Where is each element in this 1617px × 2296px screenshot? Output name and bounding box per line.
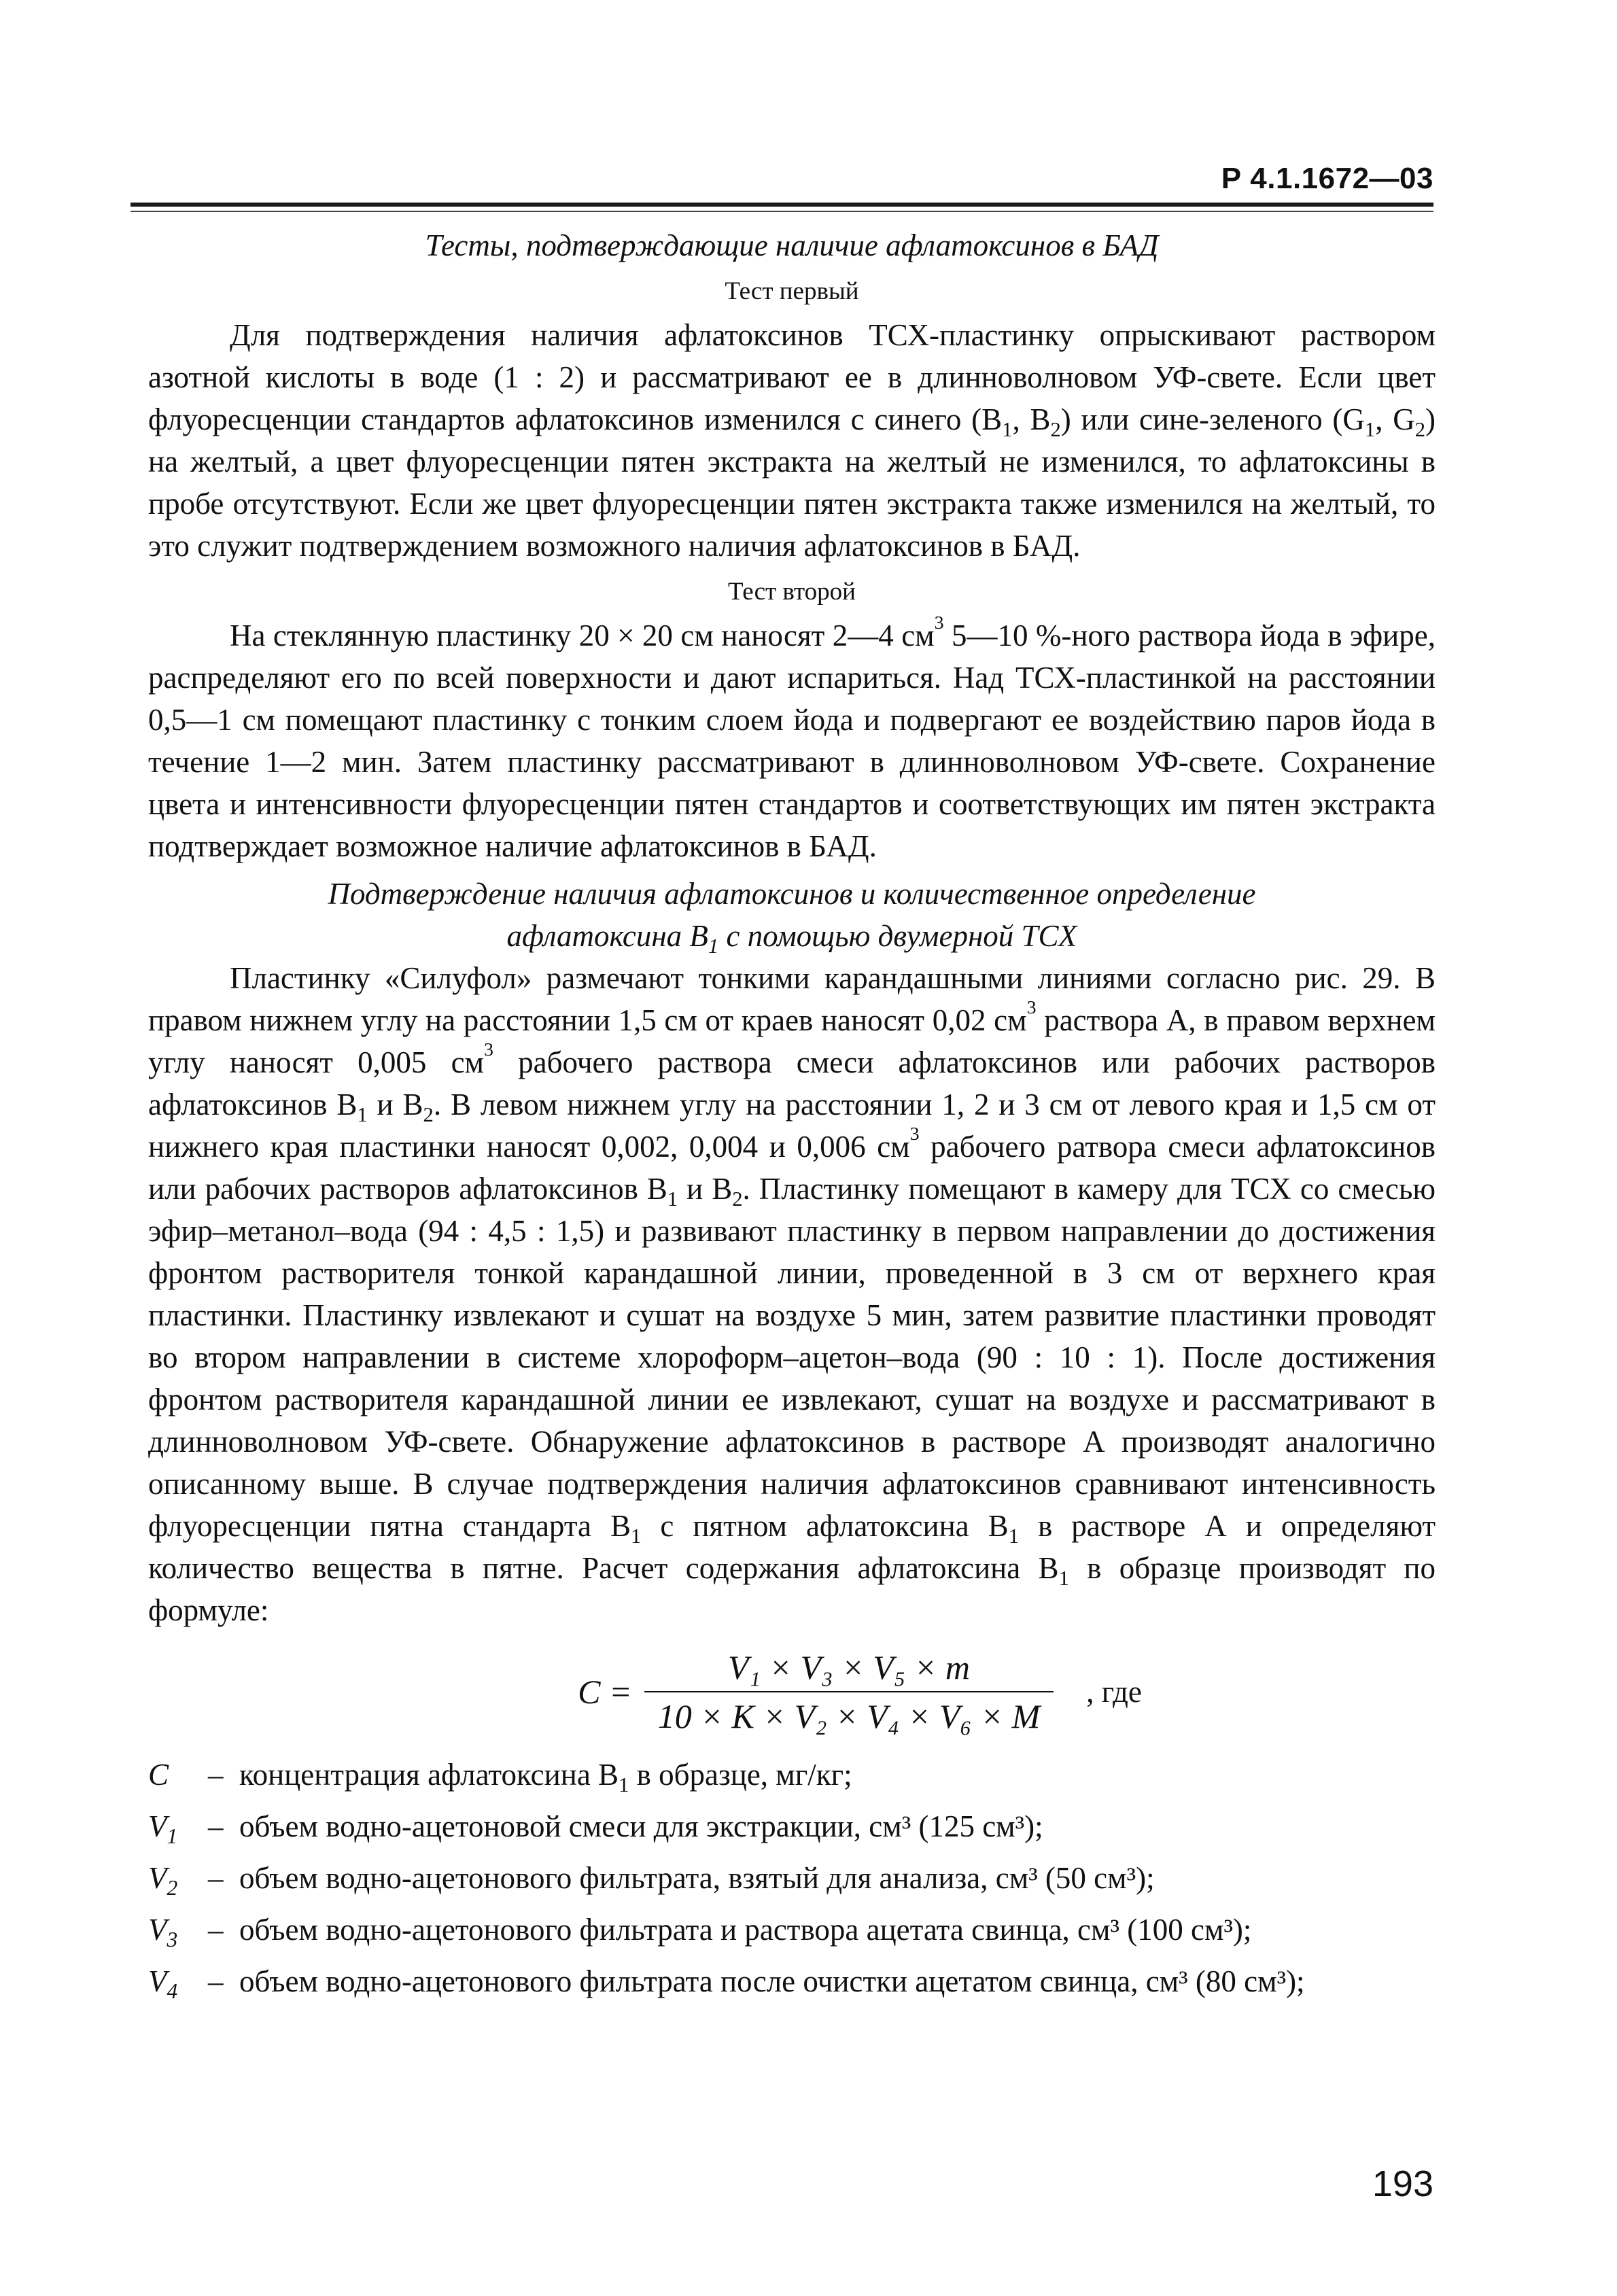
- definition-row: [148, 1805, 1436, 1847]
- definition-symbol: $V_2$: [148, 1861, 178, 1900]
- definition-dash: –: [208, 1861, 224, 1895]
- definition-text: объем водно-ацетонового фильтрата, взятый для анализа, см³ (50 см³);: [239, 1861, 1155, 1895]
- formula: [284, 1646, 1436, 1737]
- definition-dash: –: [208, 1809, 224, 1843]
- test-one-paragraph: Для подтверждения наличия афлатоксинов ТСХ-пластинку опрыскивают раствором азотной кислоты в воде (1 : 2) и рассматривают ее в длинноволновом УФ-свете. Если цвет флуоресценции стандартов афлатоксинов изменился с синего ($В_1$, $В_2$) или сине-зеленого ($G_1$, $G_2$) на желтый, а цвет флуоресценции пятен экстракта на желтый не изменился, то афлатоксины в пробе отсутствуют. Если же цвет флуоресценции пятен экстракта также изменился на желтый, то это служит подтверждением возможного наличия афлатоксинов в БАД.: [148, 318, 1436, 563]
- definition-text: объем водно-ацетонового фильтрата и раствора ацетата свинца, см³ (100 см³);: [239, 1913, 1252, 1947]
- confirmation-paragraph: Пластинку «Силуфол» размечают тонкими карандашными линиями согласно рис. 29. В правом нижнем углу на расстоянии 1,5 см от краев наносят 0,02 $см^3$ раствора А, в правом верхнем углу наносят 0,005 $см^3$ рабочего раствора смеси афлатоксинов или рабочих растворов афлатоксинов $В_1$ и $В_2$. В левом нижнем углу на расстоянии 1, 2 и 3 см от левого края и 1,5 см от нижнего края пластинки наносят 0,002, 0,004 и 0,006 $см^3$ рабочего ратвора смеси афлатоксинов или рабочих растворов афлатоксинов $В_1$ и $В_2$. Пластинку помещают в камеру для ТСХ со смесью эфир–метанол–вода (94 : 4,5 : 1,5) и развивают пластинку в первом направлении до достижения фронтом растворителя тонкой карандашной линии, проведенной в 3 см от верхнего края пластинки. Пластинку извлекают и сушат на воздухе 5 мин, затем развитие пластинки проводят во втором направлении в системе хлороформ–ацетон–вода (90 : 10 : 1). После достижения фронтом растворителя карандашной линии ее извлекают, сушат на воздухе и рассматривают в длинноволновом УФ-свете. Обнаружение афлатоксинов в растворе А производят аналогично описанному выше. В случае подтверждения наличия афлатоксинов сравнивают интенсивность флуоресценции пятна стандарта $В_1$ с пятном афлатоксина $В_1$ в растворе А и определяют количество вещества в пятне. Расчет содержания афлатоксина $В_1$ в образце производят по формуле:: [148, 961, 1436, 1627]
- page-content: [148, 224, 1436, 2012]
- document-code: Р 4.1.1672—03: [1221, 162, 1433, 195]
- formula-where: , где: [1086, 1675, 1142, 1709]
- header-rule-thick: [131, 203, 1433, 207]
- test-one-title: Тест первый: [725, 277, 859, 305]
- definition-row: [148, 1857, 1436, 1899]
- definition-symbol: $V_3$: [148, 1913, 178, 1951]
- definition-text: объем водно-ацетонового фильтрата после очистки ацетатом свинца, см³ (80 см³);: [239, 1964, 1305, 1998]
- test-two-paragraph: На стеклянную пластинку 20 × 20 см наносят 2—4 $см^3$ 5—10 %-ного раствора йода в эфире, распределяют его по всей поверхности и дают испариться. Над ТСХ-пластинкой на расстоянии 0,5—1 см помещают пластинку с тонким слоем йода и подвергают ее воздействию паров йода в течение 1—2 мин. Затем пластинку рассматривают в длинноволновом УФ-свете. Сохранение цвета и интенсивности флуоресценции пятен стандартов и соответствующих им пятен экстракта подтверждает возможное наличие афлатоксинов в БАД.: [148, 612, 1436, 863]
- section-title-tests: Тесты, подтверждающие наличие афлатоксинов в БАД: [425, 228, 1159, 262]
- definition-dash: –: [208, 1758, 224, 1792]
- variable-definitions: [148, 1754, 1436, 2002]
- definition-dash: –: [208, 1913, 224, 1947]
- definition-row: [148, 1909, 1436, 1951]
- page-number: 193: [1372, 2163, 1433, 2204]
- definition-text: концентрация афлатоксина $В_1$ в образце, мг/кг;: [239, 1758, 852, 1796]
- section-title-confirmation: Подтверждение наличия афлатоксинов и количественное определение афлатоксина $B_1$ с помощью двумерной ТСХ: [328, 877, 1256, 958]
- definition-symbol: C: [148, 1758, 169, 1792]
- definition-symbol: $V_1$: [148, 1809, 178, 1848]
- formula-lhs: C =: [578, 1673, 632, 1711]
- definition-text: объем водно-ацетоновой смеси для экстракции, см³ (125 см³);: [239, 1809, 1043, 1843]
- header-rule-thin: [131, 211, 1433, 212]
- test-two-title: Тест второй: [728, 578, 856, 606]
- definition-row: [148, 1754, 1436, 1796]
- formula-denominator: 10 × K × V₂ × V₄ × V₆ × M: [644, 1691, 1054, 1737]
- formula-numerator: V₁ × V₃ × V₅ × m: [727, 1648, 971, 1686]
- formula-fraction: [644, 1646, 1054, 1737]
- definition-dash: –: [208, 1964, 224, 1998]
- definition-row: [148, 1960, 1436, 2002]
- definition-symbol: $V_4$: [148, 1964, 178, 2003]
